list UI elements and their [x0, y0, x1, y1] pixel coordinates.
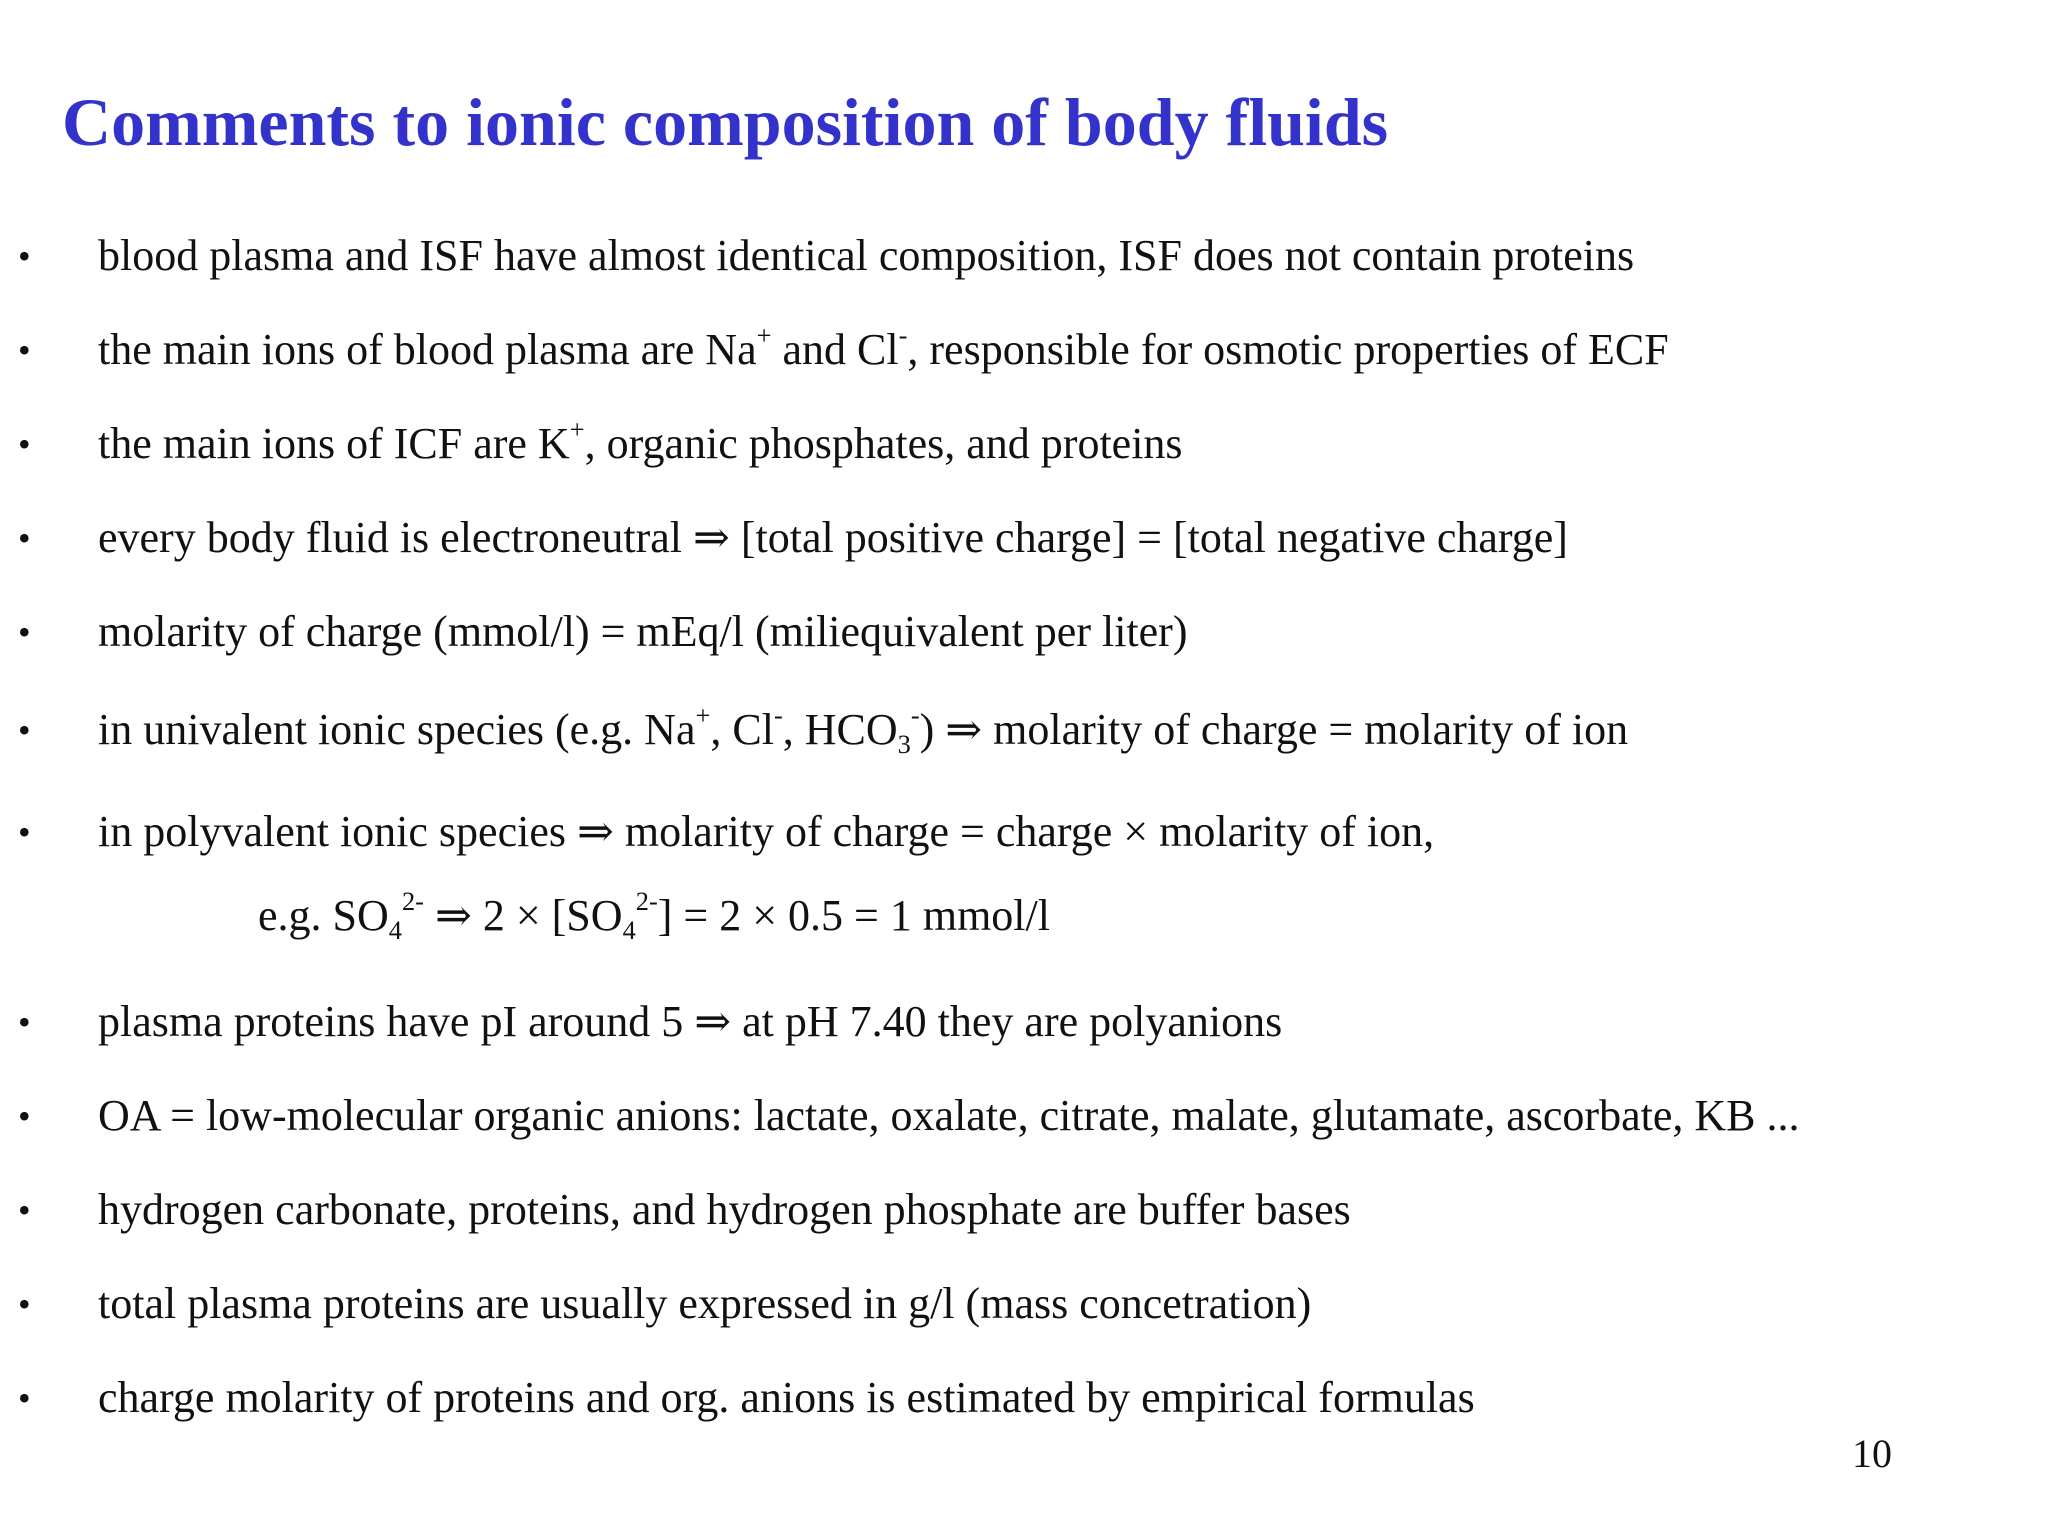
text-segment: and Cl: [771, 325, 899, 374]
list-item: [0, 1274, 2048, 1334]
list-item-text: OA = low-molecular organic anions: lactate, oxalate, citrate, malate, glutamate, ascorbate, KB ...: [98, 1091, 1800, 1140]
list-item: [0, 320, 2048, 380]
list-item-text: in polyvalent ionic species ⇒ molarity of charge = charge × molarity of ion,: [98, 807, 1435, 856]
bullet-icon: •: [18, 1096, 31, 1136]
superscript: -: [910, 700, 920, 731]
list-item-text: total plasma proteins are usually expressed in g/l (mass concetration): [98, 1279, 1312, 1328]
list-item: [0, 414, 2048, 474]
superscript: +: [569, 414, 585, 445]
text-segment: e.g. SO: [258, 891, 389, 940]
bullet-icon: •: [18, 330, 31, 370]
list-item-text: plasma proteins have pI around 5 ⇒ at pH 7.40 they are polyanions: [98, 997, 1283, 1046]
slide-title: Comments to ionic composition of body fluids: [62, 84, 1389, 160]
superscript: -: [898, 320, 908, 351]
superscript: +: [756, 320, 772, 351]
bullet-icon: •: [18, 1378, 31, 1418]
text-segment: , Cl: [710, 705, 774, 754]
bullet-icon: •: [18, 1190, 31, 1230]
list-item-text: [98, 700, 1628, 760]
bullet-icon: •: [18, 1002, 31, 1042]
list-item: [0, 1086, 2048, 1146]
list-item: [0, 602, 2048, 662]
list-item-text: [98, 414, 1183, 474]
list-item: [0, 508, 2048, 568]
bullet-icon: •: [18, 424, 31, 464]
list-item-text: molarity of charge (mmol/l) = mEq/l (miliequivalent per liter): [98, 607, 1188, 656]
text-segment: ⇒ 2 × [SO: [423, 891, 623, 940]
superscript: 2-: [401, 886, 424, 917]
bullet-icon: •: [18, 612, 31, 652]
text-segment: ) ⇒ molarity of charge = molarity of ion: [919, 705, 1629, 754]
list-item: [0, 226, 2048, 286]
superscript: +: [695, 700, 711, 731]
list-item-text: blood plasma and ISF have almost identical composition, ISF does not contain proteins: [98, 231, 1635, 280]
superscript: -: [773, 700, 783, 731]
list-item-continuation: [0, 886, 2048, 946]
list-item: [0, 700, 2048, 760]
bullet-icon: •: [18, 518, 31, 558]
text-segment: , responsible for osmotic properties of ECF: [907, 325, 1669, 374]
subscript: 4: [388, 915, 402, 946]
subscript: 4: [622, 915, 636, 946]
subscript: 3: [897, 729, 911, 760]
list-item: [0, 1368, 2048, 1428]
list-item-text: [98, 320, 1669, 380]
text-segment: , organic phosphates, and proteins: [584, 419, 1183, 468]
list-item: [0, 1180, 2048, 1240]
bullet-icon: •: [18, 1284, 31, 1324]
list-item-text: hydrogen carbonate, proteins, and hydrogen phosphate are buffer bases: [98, 1185, 1351, 1234]
list-item-text: charge molarity of proteins and org. anions is estimated by empirical formulas: [98, 1373, 1475, 1422]
superscript: 2-: [635, 886, 658, 917]
text-segment: the main ions of blood plasma are Na: [98, 325, 757, 374]
text-segment: ] = 2 × 0.5 = 1 mmol/l: [657, 891, 1050, 940]
bullet-icon: •: [18, 236, 31, 276]
list-item: [0, 992, 2048, 1052]
text-segment: , HCO: [782, 705, 898, 754]
list-item-text: [258, 886, 1050, 946]
list-item-text: every body fluid is electroneutral ⇒ [total positive charge] = [total negative charge]: [98, 513, 1568, 562]
text-segment: the main ions of ICF are K: [98, 419, 570, 468]
text-segment: in univalent ionic species (e.g. Na: [98, 705, 696, 754]
page-number: 10: [1852, 1431, 1892, 1476]
list-item: [0, 802, 2048, 862]
bullet-icon: •: [18, 710, 31, 750]
bullet-icon: •: [18, 812, 31, 852]
